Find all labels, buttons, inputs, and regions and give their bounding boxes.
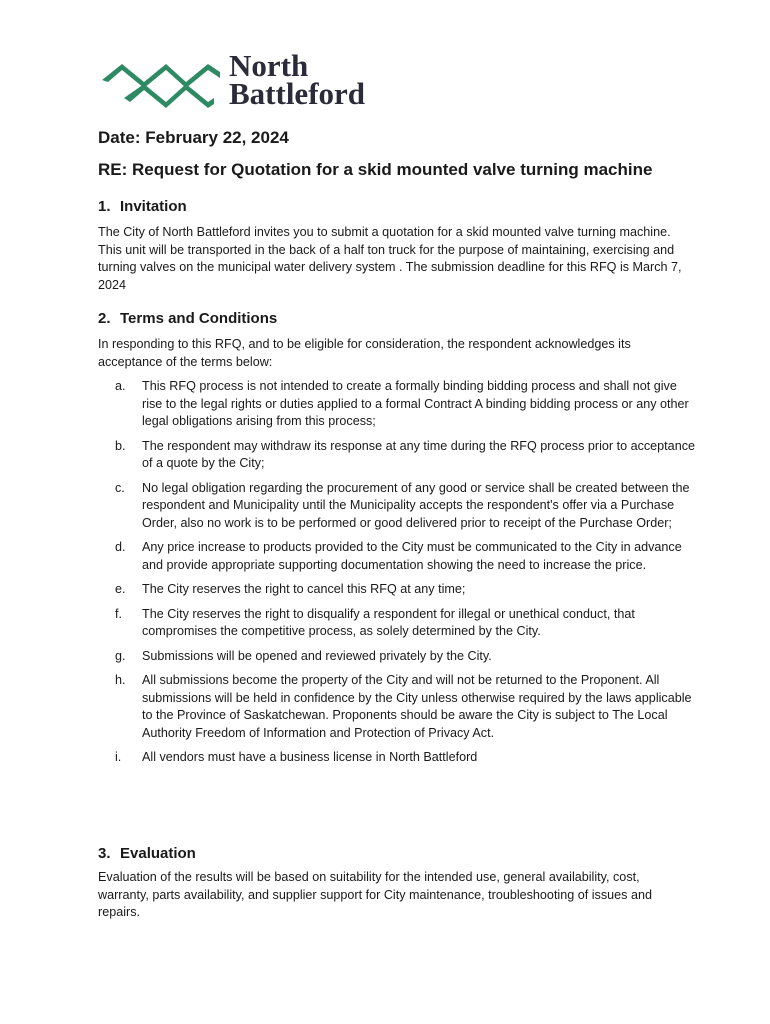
list-marker: h. <box>115 673 126 687</box>
section-heading-invitation <box>98 198 187 215</box>
list-marker: f. <box>115 606 122 621</box>
list-item <box>115 539 695 574</box>
section-title: Terms and Conditions <box>120 310 278 327</box>
section-number: 2. <box>98 310 111 327</box>
list-item-text: Any price increase to products provided to the City must be communicated to the City in advance and provide appropriate supporting documentation showing the need to increase the price. <box>142 540 682 572</box>
logo-line-2: Battleford <box>229 76 366 111</box>
list-item-text: Submissions will be opened and reviewed privately by the City. <box>142 648 492 663</box>
list-item-text: All vendors must have a business license in North Battleford <box>142 750 478 764</box>
list-item-text: No legal obligation regarding the procurement of any good or service shall be created between the respondent and Municipality until the Municipality accepts the respondent's offer via a Purchase Order, also no work is to be performed or good delivered prior to receipt of the Purchase Order; <box>142 480 690 530</box>
list-item-text: This RFQ process is not intended to create a formally binding bidding process and shall not give rise to the legal rights or duties applied to a formal Contract A binding bidding process or any other legal obligations arising from this process; <box>142 379 689 428</box>
terms-list <box>115 378 695 767</box>
list-marker: g. <box>115 648 126 663</box>
list-marker: a. <box>115 379 126 393</box>
logo-line-1: North <box>229 48 309 83</box>
terms-intro-paragraph: In responding to this RFQ, and to be eligible for consideration, the respondent acknowledges its acceptance of the terms below: <box>98 337 631 369</box>
logo-wordmark <box>229 48 366 111</box>
list-item <box>115 480 695 533</box>
list-marker: e. <box>115 582 126 596</box>
section-heading-evaluation <box>98 845 196 862</box>
city-logo <box>100 48 370 114</box>
logo-wave-icon <box>100 58 222 108</box>
list-item-text: The City reserves the right to cancel this RFQ at any time; <box>142 582 466 596</box>
list-item <box>115 749 695 767</box>
list-marker: i. <box>115 750 122 764</box>
section-heading-terms <box>98 310 277 327</box>
section-title: Evaluation <box>120 845 196 862</box>
document-subject: RE: Request for Quotation for a skid mounted valve turning machine <box>98 160 653 179</box>
list-item <box>115 581 695 599</box>
list-item <box>115 606 695 641</box>
list-item <box>115 438 695 473</box>
list-item <box>115 672 695 742</box>
document-date: Date: February 22, 2024 <box>98 128 289 147</box>
list-marker: b. <box>115 438 126 453</box>
section-number: 3. <box>98 845 111 862</box>
list-item-text: The respondent may withdraw its response at any time during the RFQ process prior to acceptance of a quote by the City; <box>142 438 695 470</box>
list-item <box>115 378 695 431</box>
list-marker: d. <box>115 540 126 554</box>
list-item <box>115 648 695 666</box>
invitation-paragraph: The City of North Battleford invites you to submit a quotation for a skid mounted valve turning machine. This unit will be transported in the back of a half ton truck for the purpose of maintaining, exercising and turning valves on the municipal water delivery system . The submission deadline for this RFQ is March 7, 2024 <box>98 225 682 292</box>
section-title: Invitation <box>120 198 187 215</box>
evaluation-paragraph: Evaluation of the results will be based on suitability for the intended use, general availability, cost, warranty, parts availability, and supplier support for City maintenance, troubleshooting of issues and repairs. <box>98 870 652 919</box>
list-item-text: The City reserves the right to disqualify a respondent for illegal or unethical conduct, that compromises the competitive process, as solely determined by the City. <box>142 606 635 638</box>
list-marker: c. <box>115 480 125 495</box>
section-number: 1. <box>98 198 111 215</box>
list-item-text: All submissions become the property of the City and will not be returned to the Proponent. All submissions will be held in confidence by the City unless otherwise required by the laws applicable to the Province of Saskatchewan. Proponents should be aware the City is subject to The Local Authority Freedom of Information and Protection of Privacy Act. <box>142 673 692 740</box>
